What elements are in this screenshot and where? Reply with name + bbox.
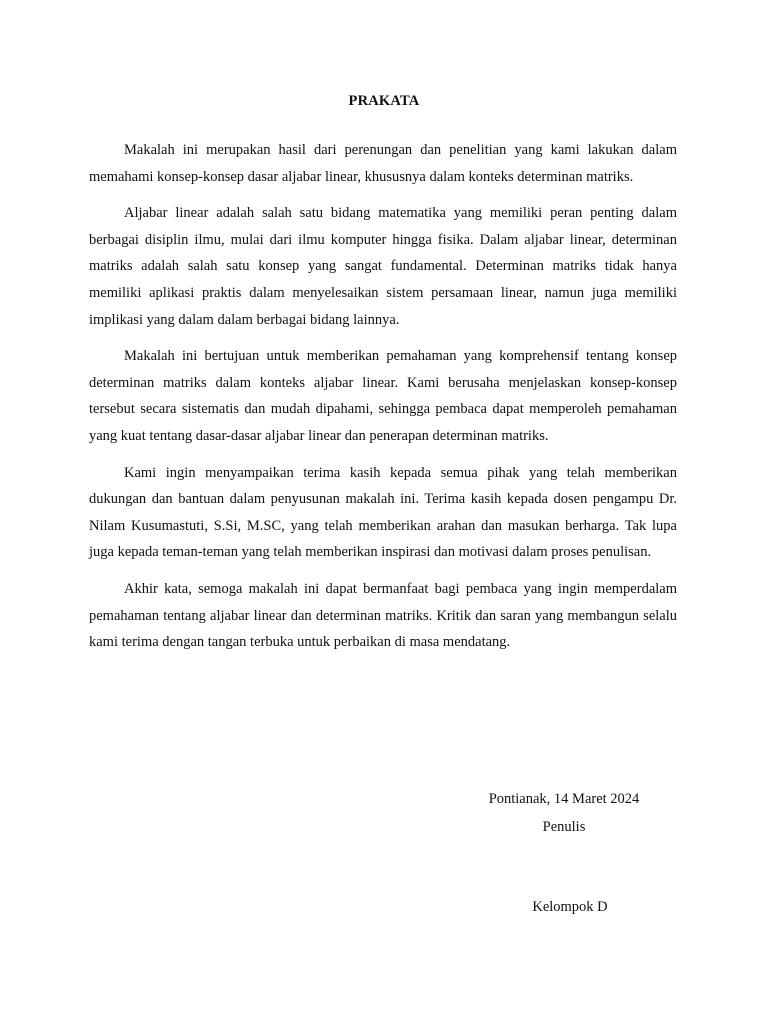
writer-label: Penulis (542, 819, 586, 835)
paragraph-4: Kami ingin menyampaikan terima kasih kepada semua pihak yang telah memberikan dukungan dan bantuan dalam penyusunan makalah ini. Terima kasih kepada dosen pengampu Dr. Nilam Kusumastuti, S.Si, M.SC, yang telah memberikan arahan dan masukan berharga. Tak lupa juga kepada teman-teman yang telah memberikan inspirasi dan motivasi dalam proses penulisan. (89, 464, 677, 561)
page-title: PRAKATA (348, 93, 420, 109)
paragraph-5: Akhir kata, semoga makalah ini dapat bermanfaat bagi pembaca yang ingin memperdalam pemahaman tentang aljabar linear dan determinan matriks. Kritik dan saran yang membangun selalu kami terima dengan tangan terbuka untuk perbaikan di masa mendatang. (89, 580, 677, 651)
paragraph-3: Makalah ini bertujuan untuk memberikan pemahaman yang komprehensif tentang konsep determinan matriks dalam konteks aljabar linear. Kami berusaha menjelaskan konsep-konsep tersebut secara sistematis dan mudah dipahami, sehingga pembaca dapat memperoleh pemahaman yang kuat tentang dasar-dasar aljabar linear dan penerapan determinan matriks. (89, 348, 677, 444)
place-date: Pontianak, 14 Maret 2024 (488, 791, 640, 807)
paragraph-1: Makalah ini merupakan hasil dari perenungan dan penelitian yang kami lakukan dalam memahami konsep-konsep dasar aljabar linear, khususnya dalam konteks determinan matriks. (89, 142, 677, 185)
body-text (89, 137, 677, 666)
group-name: Kelompok D (532, 899, 608, 915)
paragraph-2: Aljabar linear adalah salah satu bidang matematika yang memiliki peran penting dalam berbagai disiplin ilmu, mulai dari ilmu komputer hingga fisika. Dalam aljabar linear, determinan matriks adalah salah satu konsep yang sangat fundamental. Determinan matriks tidak hanya memiliki aplikasi praktis dalam menyelesaikan sistem persamaan linear, namun juga memiliki implikasi yang dalam dalam berbagai bidang lainnya. (89, 205, 677, 328)
